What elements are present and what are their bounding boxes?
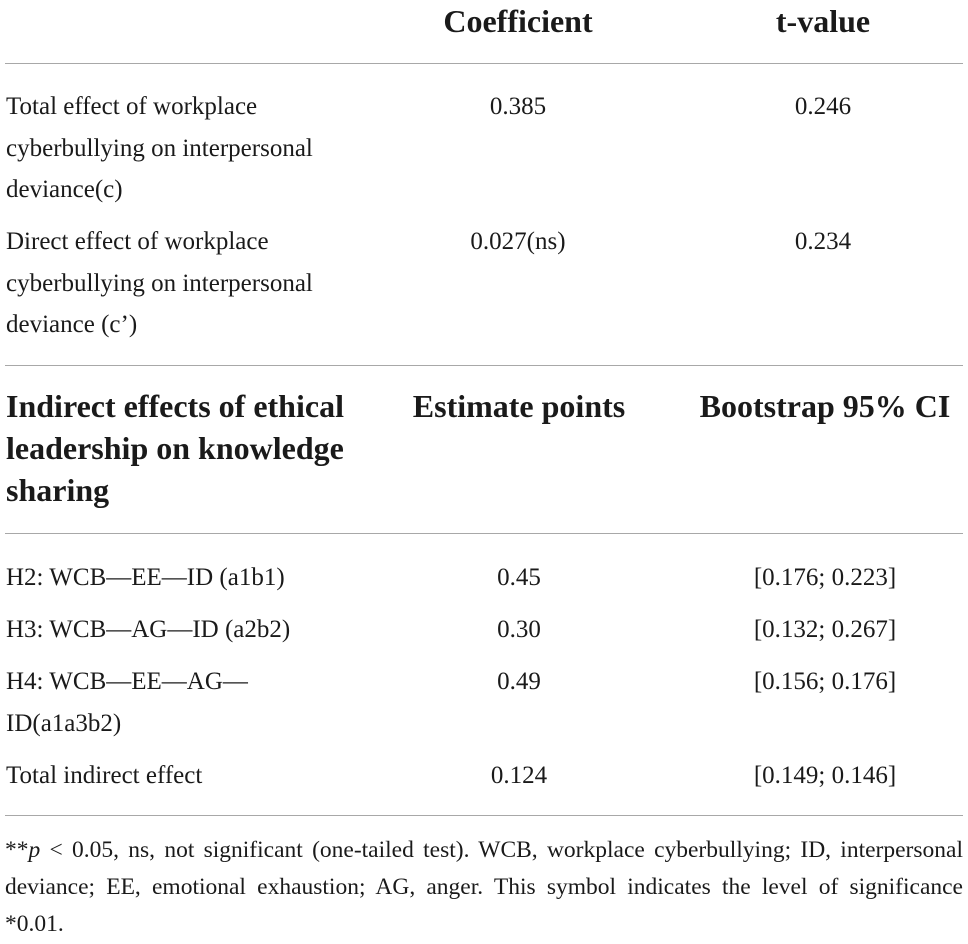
row-value-direct-effect-t-value: 0.234	[794, 228, 852, 255]
header-divider	[5, 63, 963, 64]
row-label-total-indirect: Total indirect effect	[6, 762, 203, 789]
row-value-total-indirect-ci: [0.149; 0.146]	[753, 762, 897, 789]
column-header-indirect-effects: Indirect effects of ethical leadership on knowledge sharing	[6, 388, 344, 508]
row-label-h3: H3: WCB—AG—ID (a2b2)	[6, 616, 291, 643]
column-header-t-value: t-value	[775, 3, 871, 39]
row-label-direct-effect: Direct effect of workplace cyberbullying on interpersonal deviance (c’)	[6, 228, 313, 338]
table-bottom-divider	[5, 815, 963, 816]
header2-divider	[5, 533, 963, 534]
row-value-total-indirect-estimate: 0.124	[490, 762, 548, 789]
row-value-direct-effect-coefficient: 0.027(ns)	[470, 228, 566, 255]
column-header-estimate-points: Estimate points	[412, 388, 626, 424]
row-value-h3-estimate: 0.30	[497, 616, 541, 643]
column-header-bootstrap-ci: Bootstrap 95% CI	[699, 388, 951, 424]
row-label-h2: H2: WCB—EE—ID (a1b1)	[6, 564, 285, 591]
footnote-p-symbol: p	[28, 837, 41, 863]
row-value-total-effect-t-value: 0.246	[794, 93, 852, 120]
row-value-h2-estimate: 0.45	[497, 564, 541, 591]
table-footnote	[5, 832, 963, 943]
footnote-stars: **	[5, 837, 29, 863]
row-value-h3-ci: [0.132; 0.267]	[753, 616, 897, 643]
row-value-h4-ci: [0.156; 0.176]	[753, 668, 897, 695]
row-label-h4: H4: WCB—EE—AG—ID(a1a3b2)	[6, 668, 248, 737]
row-value-total-effect-coefficient: 0.385	[489, 93, 547, 120]
section-divider	[5, 365, 963, 366]
column-header-coefficient: Coefficient	[443, 3, 593, 39]
footnote-text: < 0.05, ns, not significant (one-tailed test). WCB, workplace cyberbullying; ID, interpersonal deviance; EE, emotional exhaustion; AG, anger. This symbol indicates the level of significance *0.01.	[5, 837, 963, 937]
row-label-total-effect: Total effect of workplace cyberbullying on interpersonal deviance(c)	[6, 93, 313, 203]
row-value-h2-ci: [0.176; 0.223]	[753, 564, 897, 591]
row-value-h4-estimate: 0.49	[497, 668, 541, 695]
